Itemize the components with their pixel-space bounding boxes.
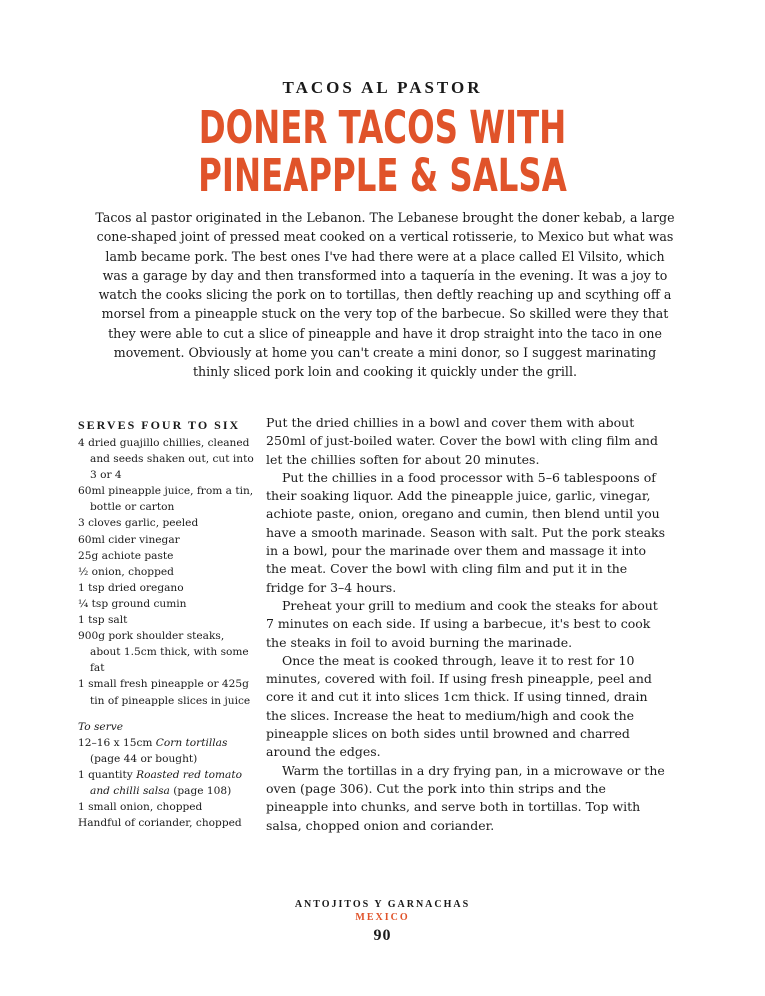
serve-item-text: (page 108) <box>169 784 232 797</box>
method-column <box>266 414 666 835</box>
method-step: Once the meat is cooked through, leave it to rest for 10 minutes, covered with foil. If using fresh pineapple, peel and core it and cut it into slices 1cm thick. If using tinned, drain the slices. Increase the heat to medium/high and cook the pineapple slices on both sides until browned and charred around the edges. <box>266 652 652 760</box>
serves-heading: SERVES FOUR TO SIX <box>78 418 241 432</box>
ingredient-item: 900g pork shoulder steaks, about 1.5cm thick, with some fat <box>78 630 249 675</box>
ingredient-item: 3 cloves garlic, peeled <box>78 517 199 530</box>
to-serve-label: To serve <box>78 720 124 733</box>
serve-item-salsa <box>78 767 258 799</box>
ingredient-item: 60ml cider vinegar <box>78 533 180 546</box>
ingredient-item: 60ml pineapple juice, from a tin, bottle or carton <box>78 485 254 514</box>
method-step: Put the chillies in a food processor with 5–6 tablespoons of their soaking liquor. Add the pineapple juice, garlic, vinegar, achiote paste, onion, oregano and cumin, then blend until you have a smooth marinade. Season with salt. Put the pork steaks in a bowl, pour the marinade over them and massage it into the meat. Cover the bowl with cling film and put it in the fridge for 3–4 hours. <box>266 469 666 595</box>
ingredient-item: 25g achiote paste <box>78 549 174 562</box>
serve-item-onion: 1 small onion, chopped <box>78 801 203 814</box>
recipe-intro <box>95 208 675 382</box>
recipe-title-line-1: DONER TACOS WITH <box>198 101 567 154</box>
serve-item-text: (page 44 or bought) <box>90 752 198 765</box>
method-step: Warm the tortillas in a dry frying pan, in a microwave or the oven (page 306). Cut the pork into thin strips and the pineapple into chunks, and serve both in tortillas. Top with salsa, chopped onion and coriander. <box>266 762 665 833</box>
serve-item-recipe-link: Roasted red tomato and chilli salsa <box>90 768 243 797</box>
ingredients-column <box>78 418 258 831</box>
footer-region: MEXICO <box>355 912 410 923</box>
ingredient-item: ¼ tsp ground cumin <box>78 597 187 610</box>
ingredient-item: 1 small fresh pineapple or 425g tin of pineapple slices in juice <box>78 678 251 707</box>
ingredient-item: ½ onion, chopped <box>78 565 174 578</box>
recipe-title-line-2: PINEAPPLE & SALSA <box>198 149 567 202</box>
recipe-title <box>107 101 658 202</box>
serve-item-recipe-link: Corn tortillas <box>155 736 228 749</box>
method-step: Put the dried chillies in a bowl and cover them with about 250ml of just-boiled water. Cover the bowl with cling film and let the chillies soften for about 20 minutes. <box>266 415 658 467</box>
serve-item-text: 1 quantity <box>78 768 137 781</box>
serve-item-coriander: Handful of coriander, chopped <box>78 817 242 830</box>
intro-paragraph: Tacos al pastor originated in the Lebanon. The Lebanese brought the doner kebab, a large cone-shaped joint of pressed meat cooked on a vertical rotisserie, to Mexico but what was lamb became pork. The best ones I've had there were at a place called El Vilsito, which was a garage by day and then transformed into a taquería in the evening. It was a joy to watch the cooks slicing the pork on to tortillas, then deftly reaching up and scything off a morsel from a pineapple stuck on the very top of the barbecue. So skilled were they that they were able to cut a slice of pineapple and have it drop straight into the taco in one movement. Obviously at home you can't create a mini donor, so I suggest marinating thinly sliced pork loin and cooking it quickly under the grill. <box>95 210 675 380</box>
serve-item-tortillas <box>78 735 258 767</box>
recipe-kicker: TACOS AL PASTOR <box>282 78 483 97</box>
serve-item-text: 12–16 x 15cm <box>78 736 156 749</box>
footer-section-title: ANTOJITOS Y GARNACHAS <box>294 899 471 910</box>
page-footer <box>0 898 765 946</box>
ingredient-item: 4 dried guajillo chillies, cleaned and seeds shaken out, cut into 3 or 4 <box>78 437 254 482</box>
ingredient-list <box>78 435 258 709</box>
ingredient-item: 1 tsp salt <box>78 614 128 627</box>
ingredient-item: 1 tsp dried oregano <box>78 581 184 594</box>
method-step: Preheat your grill to medium and cook the steaks for about 7 minutes on each side. If using a barbecue, it's best to cook the steaks in foil to avoid burning the marinade. <box>266 597 658 650</box>
page-number: 90 <box>373 927 392 944</box>
